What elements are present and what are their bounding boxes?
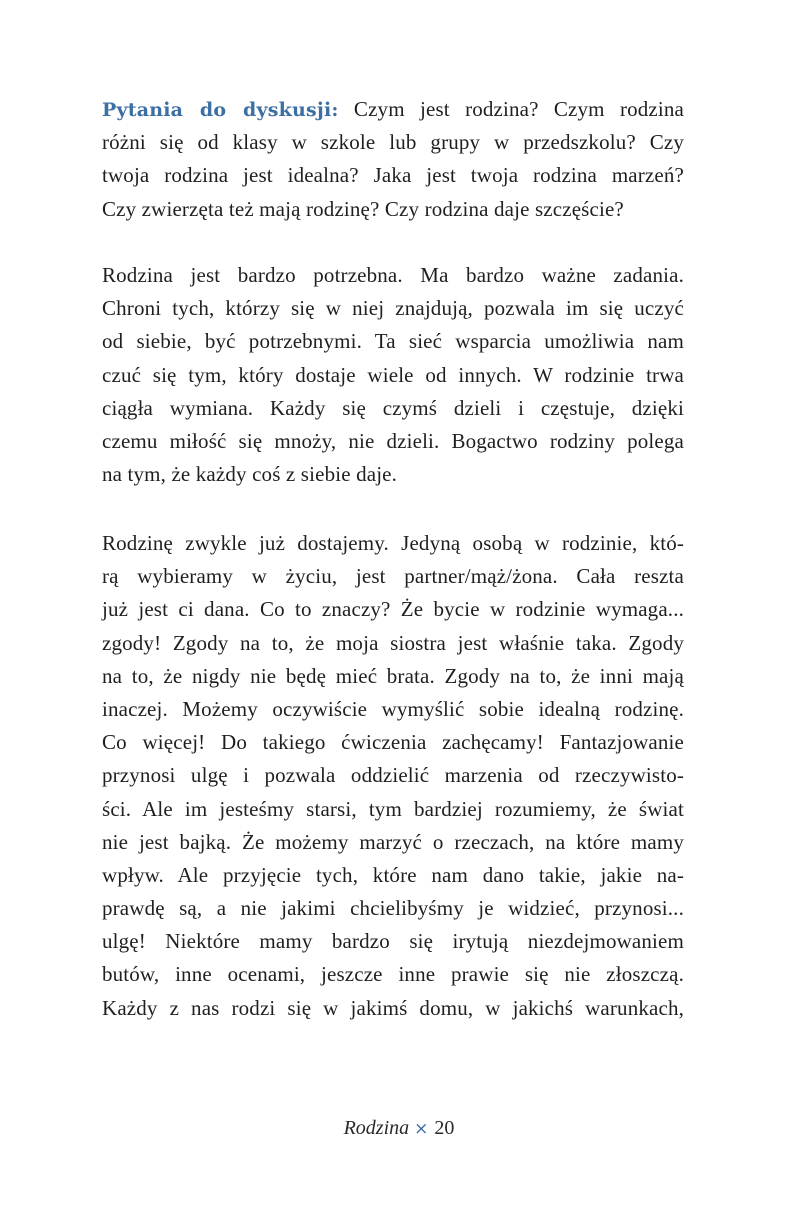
- discussion-questions-paragraph: [102, 93, 684, 226]
- text-line: butów, inne ocenami, jeszcze inne prawie się nie złoszczą.: [102, 962, 684, 987]
- text-line: od siebie, być potrzebnymi. Ta sieć wsparcia umożliwia nam: [102, 329, 684, 354]
- separator-icon: ×: [414, 1119, 429, 1139]
- text-line: inaczej. Możemy oczywiście wymyślić sobie idealną rodzinę.: [102, 696, 684, 721]
- text-line: przynosi ulgę i pozwala oddzielić marzenia od rzeczywisto-: [102, 763, 684, 788]
- page-number: 20: [434, 1117, 455, 1139]
- text-line: Każdy z nas rodzi się w jakimś domu, w jakichś warunkach,: [102, 995, 684, 1020]
- text-line: prawdę są, a nie jakimi chcielibyśmy je widzieć, przynosi...: [102, 896, 684, 921]
- text-line: czuć się tym, który dostaje wiele od innych. W rodzinie trwa: [102, 362, 684, 387]
- text-line: wpływ. Ale przyjęcie tych, które nam dano takie, jakie na-: [102, 862, 684, 887]
- text-line: twoja rodzina jest idealna? Jaka jest twoja rodzina marzeń?: [102, 163, 684, 188]
- text-line: ulgę! Niektóre mamy bardzo się irytują niezdejmowaniem: [102, 929, 684, 954]
- page-footer: [0, 1117, 798, 1140]
- text-line: na tym, że każdy coś z siebie daje.: [102, 462, 398, 487]
- text-line: na to, że nigdy nie będę mieć brata. Zgody na to, że inni mają: [102, 663, 684, 688]
- text-line: Chroni tych, którzy się w niej znajdują, pozwala im się uczyć: [102, 296, 684, 321]
- text-line: ści. Ale im jesteśmy starsi, tym bardziej rozumiemy, że świat: [102, 796, 684, 821]
- text-line: Co więcej! Do takiego ćwiczenia zachęcamy! Fantazjowanie: [102, 730, 684, 755]
- section-title: Rodzina: [343, 1117, 410, 1139]
- text-line: rą wybieramy w życiu, jest partner/mąż/żona. Cała reszta: [102, 564, 684, 589]
- text-line: nie jest bajką. Że możemy marzyć o rzeczach, na które mamy: [102, 829, 684, 854]
- text-line-content: Czym jest rodzina? Czym rodzina: [353, 97, 684, 121]
- text-line: Rodzina jest bardzo potrzebna. Ma bardzo ważne zadania.: [102, 263, 684, 287]
- text-line: czemu miłość się mnoży, nie dzieli. Bogactwo rodziny polega: [102, 428, 684, 453]
- text-line: różni się od klasy w szkole lub grupy w przedszkolu? Czy: [102, 130, 684, 155]
- text-line: Rodzinę zwykle już dostajemy. Jedyną osobą w rodzinie, któ-: [102, 531, 684, 555]
- body-paragraph-3: [102, 527, 684, 1025]
- text-line: Czy zwierzęta też mają rodzinę? Czy rodzina daje szczęście?: [102, 196, 624, 221]
- discussion-label: Pytania do dyskusji:: [102, 99, 339, 121]
- text-line: [102, 93, 684, 126]
- text-line: już jest ci dana. Co to znaczy? Że bycie w rodzinie wymaga...: [102, 597, 684, 622]
- text-line: zgody! Zgody na to, że moja siostra jest właśnie taka. Zgody: [102, 630, 684, 655]
- text-line: ciągła wymiana. Każdy się czymś dzieli i częstuje, dzięki: [102, 395, 684, 420]
- body-paragraph-2: [102, 259, 684, 491]
